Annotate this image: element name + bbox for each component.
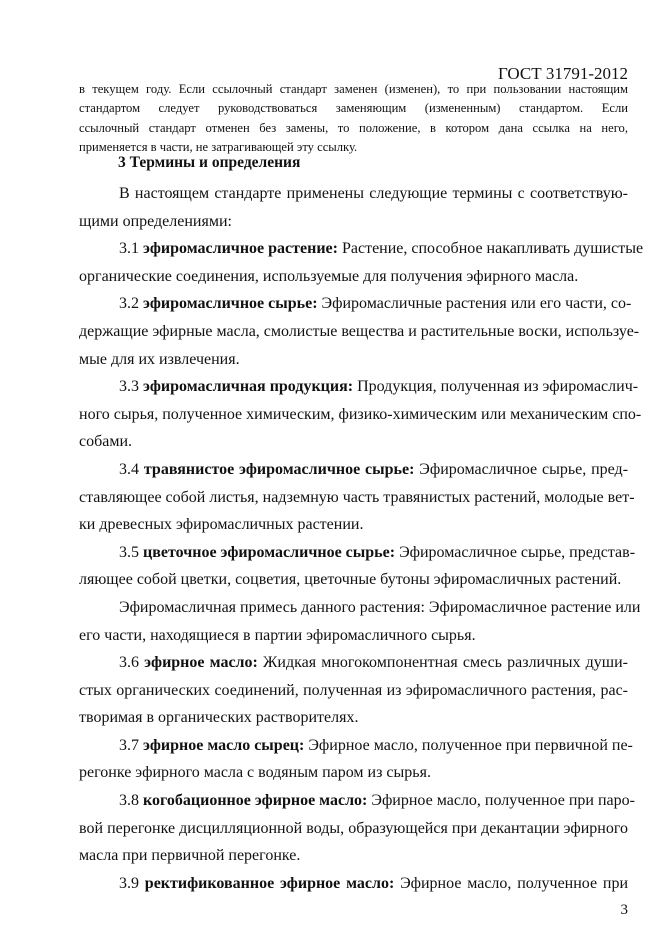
text-line (79, 456, 628, 484)
term-paragraph (79, 787, 635, 870)
text-line: Эфиромасличная примесь данного растения: Эфиромасличное растение или (119, 598, 641, 616)
term-definition: Эфиромасличное сырье, представ- (395, 543, 636, 561)
term-paragraph (79, 539, 636, 594)
text-line: вой перегонке дисцилляционной воды, образующейся при декантации эфирного (79, 819, 628, 837)
term-definition: Жидкая многокомпонентная смесь различных души- (257, 654, 628, 672)
term-paragraph (79, 456, 635, 539)
text-line (79, 732, 633, 760)
term-definition: Эфиромасличные растения или его части, со- (317, 295, 632, 313)
term-name: эфиромасличное растение: (143, 240, 338, 258)
text-line: мые для их извлечения. (79, 350, 240, 368)
text-line: ставляющее собой листья, надземную часть травянистых растений, молодые вет- (79, 488, 635, 506)
text-line: ляющее собой цветки, соцветия, цветочные бутоны эфиромасличных растений. (79, 571, 622, 589)
document-code-header: ГОСТ 31791-2012 (497, 64, 628, 83)
terms-body (79, 180, 644, 897)
term-definition: Эфиромасличное сырье, пред- (414, 460, 629, 478)
term-name: эфирное масло сырец: (143, 736, 305, 754)
term-name: эфиромасличная продукция: (143, 378, 354, 396)
text-line: ссылочный стандарт отменен без замены, то положение, в котором дана ссылка на него, (79, 120, 628, 135)
term-name: цветочное эфиромасличное сырье: (143, 543, 396, 561)
term-name: эфиромасличное сырье: (143, 295, 318, 313)
text-line: органические соединения, используемые для получения эфирного масла. (79, 267, 579, 285)
term-paragraph (79, 594, 641, 649)
text-line: В настоящем стандарте применены следующие термины с соответствую- (119, 185, 628, 202)
term-name: ректификованное эфирное масло: (144, 874, 395, 892)
text-line (79, 373, 639, 401)
text-line (79, 787, 635, 815)
text-line: стандартом следует руководствоваться заменяющим (измененным) стандартом. Если (79, 101, 628, 116)
text-line: держащие эфирные масла, смолистые вещества и растительные воски, используе- (79, 322, 640, 340)
term-number: 3.4 (119, 460, 144, 478)
term-name: эфирное масло: (144, 654, 258, 672)
term-paragraph (79, 373, 642, 456)
term-definition: Эфирное масло, полученное при первичной пе- (304, 736, 633, 754)
text-line: собами. (79, 433, 133, 451)
text-line (79, 870, 628, 898)
term-paragraph (79, 732, 633, 787)
text-line: ного сырья, полученное химическим, физико-химическим или механическим спо- (79, 405, 642, 423)
text-line: стых органических соединений, полученная из эфиромасличного растения, рас- (79, 681, 628, 699)
text-line: его части, находящиеся в партии эфиромасличного сырья. (79, 626, 476, 644)
text-line (79, 649, 628, 677)
text-line (79, 539, 636, 567)
text-line (79, 235, 644, 263)
term-name: когобационное эфирное масло: (143, 792, 368, 810)
text-line: в текущем году. Если ссылочный стандарт заменен (изменен), то при пользовании настоящим (79, 82, 628, 96)
text-line: ки древесных эфиромасличных растении. (79, 516, 364, 534)
term-paragraph (79, 870, 628, 898)
term-definition: Эфирное масло, полученное при (394, 874, 629, 892)
term-paragraph (79, 290, 640, 373)
term-number: 3.6 (119, 654, 145, 672)
term-number: 3.7 (119, 736, 143, 754)
term-number: 3.5 (119, 543, 143, 561)
term-definition: Растение, способное накапливать душистые (337, 240, 644, 258)
term-definition: Продукция, полученная из эфиромаслич- (353, 378, 639, 396)
term-number: 3.9 (119, 874, 145, 892)
text-line (79, 290, 632, 318)
text-line: творимая в органических растворителях. (79, 709, 359, 727)
term-name: травянистое эфиромасличное сырье: (143, 460, 415, 478)
text-line: применяется в части, не затрагивающей эту ссылку. (79, 139, 358, 154)
term-paragraph (79, 649, 628, 732)
term-number: 3.1 (119, 240, 143, 258)
term-paragraph (79, 180, 628, 235)
text-line: щими определениями: (79, 212, 232, 230)
term-number: 3.3 (119, 378, 143, 396)
page-number: 3 (620, 902, 628, 918)
term-definition: Эфирное масло, полученное при паро- (367, 792, 635, 810)
term-number: 3.2 (119, 295, 143, 313)
text-line: регонке эфирного масла с водяным паром из сырья. (79, 764, 431, 782)
intro-paragraph (79, 80, 628, 157)
term-paragraph (79, 235, 644, 290)
text-line: масла при первичной перегонке. (79, 847, 301, 865)
section-heading: 3 Термины и определения (118, 154, 301, 171)
term-number: 3.8 (119, 792, 143, 810)
